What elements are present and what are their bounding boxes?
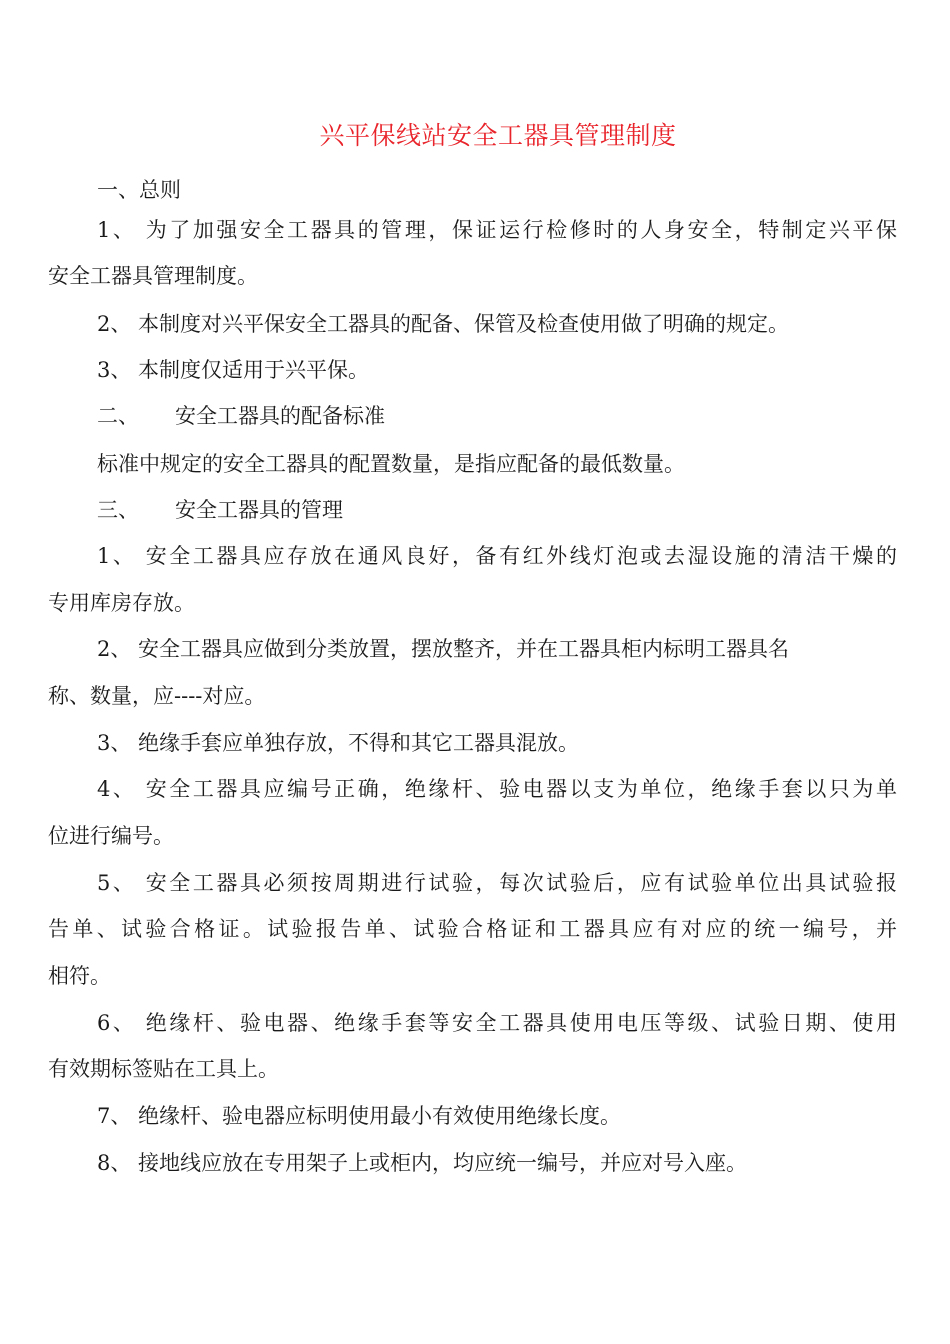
paragraph-line: 3、 绝缘手套应单独存放，不得和其它工器具混放。: [97, 731, 580, 755]
section-heading-general: 一、总则: [97, 178, 181, 202]
section-heading-text: 安全工器具的配备标准: [175, 404, 385, 428]
section-number: 三、: [97, 498, 139, 522]
section-number: 二、: [97, 404, 139, 428]
paragraph-line: 7、 绝缘杆、验电器应标明使用最小有效使用绝缘长度。: [97, 1104, 622, 1128]
paragraph-line: 称、数量，应----对应。: [48, 684, 266, 708]
paragraph-line: 安全工器具管理制度。: [48, 264, 258, 288]
section-heading-text: 安全工器具的管理: [175, 498, 343, 522]
section-heading-management: [97, 496, 343, 524]
paragraph-line: 标准中规定的安全工器具的配置数量，是指应配备的最低数量。: [97, 452, 685, 476]
section-heading-equipment-standard: [97, 402, 385, 430]
paragraph-line: 1、 安全工器具应存放在通风良好，备有红外线灯泡或去湿设施的清洁干燥的: [97, 544, 897, 568]
paragraph-line: 5、 安全工器具必须按周期进行试验，每次试验后，应有试验单位出具试验报: [97, 871, 897, 895]
paragraph-line: 有效期标签贴在工具上。: [48, 1057, 279, 1081]
paragraph-line: 相符。: [48, 964, 111, 988]
paragraph-line: 专用库房存放。: [48, 591, 195, 615]
paragraph-line: 告单、试验合格证。试验报告单、试验合格证和工器具应有对应的统一编号，并: [48, 917, 897, 941]
paragraph-line: 2、 本制度对兴平保安全工器具的配备、保管及检查使用做了明确的规定。: [97, 312, 790, 336]
paragraph-line: 4、 安全工器具应编号正确，绝缘杆、验电器以支为单位，绝缘手套以只为单: [97, 777, 897, 801]
paragraph-line: 6、 绝缘杆、验电器、绝缘手套等安全工器具使用电压等级、试验日期、使用: [97, 1011, 897, 1035]
paragraph-line: 1、 为了加强安全工器具的管理，保证运行检修时的人身安全，特制定兴平保: [97, 218, 897, 242]
paragraph-line: 3、 本制度仅适用于兴平保。: [97, 358, 370, 382]
paragraph-line: 2、 安全工器具应做到分类放置，摆放整齐，并在工器具柜内标明工器具名: [97, 637, 790, 661]
paragraph-line: 8、 接地线应放在专用架子上或柜内，均应统一编号，并应对号入座。: [97, 1151, 748, 1175]
document-title: 兴平保线站安全工器具管理制度: [319, 121, 677, 150]
paragraph-line: 位进行编号。: [48, 824, 174, 848]
